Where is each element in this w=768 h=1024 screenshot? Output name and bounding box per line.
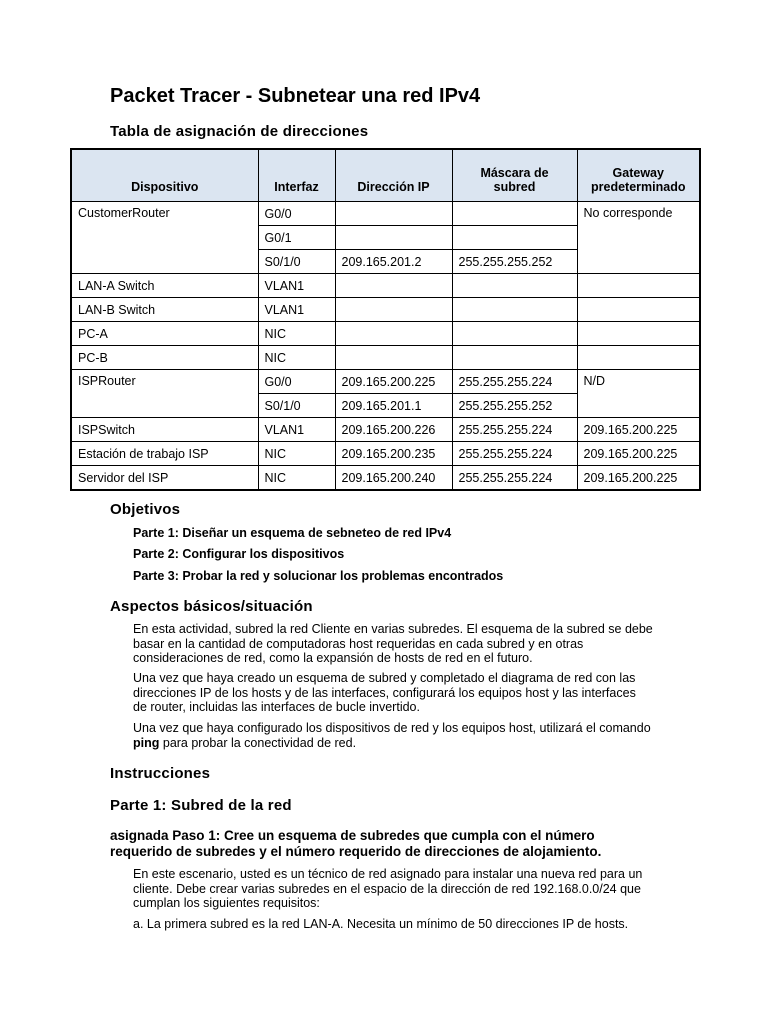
interface-cell: G0/1 [258, 226, 335, 250]
mask-cell: 255.255.255.252 [452, 394, 577, 418]
ip-cell: 209.165.200.225 [335, 370, 452, 394]
objective-part-3: Parte 3: Probar la red y solucionar los problemas encontrados [133, 569, 504, 583]
addressing-table-title: Tabla de asignación de direcciones [110, 123, 369, 140]
mask-cell: 255.255.255.224 [452, 442, 577, 466]
page-title: Packet Tracer - Subnetear una red IPv4 [110, 85, 481, 107]
addressing-table [70, 148, 701, 491]
mask-cell [452, 274, 577, 298]
interface-cell: NIC [258, 466, 335, 491]
objective-part-2: Parte 2: Configurar los dispositivos [133, 547, 345, 561]
gateway-cell: 209.165.200.225 [577, 466, 700, 491]
ip-cell: 209.165.200.226 [335, 418, 452, 442]
instructions-heading: Instrucciones [110, 765, 211, 782]
gateway-cell: No corresponde [577, 202, 700, 274]
paragraph-text: para probar la conectividad de red. [159, 735, 357, 750]
table-row [71, 442, 700, 466]
background-paragraph-2: Una vez que haya creado un esquema de subred y completado el diagrama de red con las direcciones IP de los hosts y de las interfaces, configurará los equipos host y las interfaces de router, incluidas las interfaces de bucle invertido. [133, 671, 636, 714]
mask-cell: 255.255.255.224 [452, 418, 577, 442]
ip-cell: 209.165.200.235 [335, 442, 452, 466]
mask-cell [452, 298, 577, 322]
gateway-cell: 209.165.200.225 [577, 418, 700, 442]
background-heading: Aspectos básicos/situación [110, 598, 313, 615]
table-row [71, 466, 700, 491]
interface-cell: S0/1/0 [258, 250, 335, 274]
interface-cell: NIC [258, 346, 335, 370]
table-row [71, 346, 700, 370]
device-cell: PC-A [71, 322, 258, 346]
step1-title: asignada Paso 1: Cree un esquema de subredes que cumpla con el número requerido de subredes y el número requerido de direcciones de alojamiento. [110, 828, 602, 859]
header-device: Dispositivo [71, 149, 258, 202]
table-row [71, 298, 700, 322]
header-mask: Máscara de subred [452, 149, 577, 202]
device-cell: Estación de trabajo ISP [71, 442, 258, 466]
ip-cell [335, 274, 452, 298]
header-interface: Interfaz [258, 149, 335, 202]
table-row [71, 274, 700, 298]
mask-cell: 255.255.255.224 [452, 466, 577, 491]
table-row [71, 418, 700, 442]
objective-part-1: Parte 1: Diseñar un esquema de sebneteo de red IPv4 [133, 526, 452, 540]
interface-cell: G0/0 [258, 202, 335, 226]
header-ip: Dirección IP [335, 149, 452, 202]
device-cell: PC-B [71, 346, 258, 370]
table-row [71, 202, 700, 226]
interface-cell: G0/0 [258, 370, 335, 394]
interface-cell: VLAN1 [258, 418, 335, 442]
part1-heading: Parte 1: Subred de la red [110, 797, 292, 814]
objectives-heading: Objetivos [110, 501, 181, 518]
gateway-cell [577, 274, 700, 298]
paragraph-text: Una vez que haya configurado los dispositivos de red y los equipos host, utilizará el comando [133, 721, 651, 735]
mask-cell: 255.255.255.252 [452, 250, 577, 274]
mask-cell [452, 202, 577, 226]
ip-cell: 209.165.200.240 [335, 466, 452, 491]
table-row [71, 370, 700, 394]
interface-cell: VLAN1 [258, 298, 335, 322]
ping-command: ping [133, 735, 160, 750]
mask-cell [452, 322, 577, 346]
interface-cell: NIC [258, 322, 335, 346]
header-gateway: Gateway predeterminado [577, 149, 700, 202]
gateway-cell [577, 322, 700, 346]
gateway-cell: 209.165.200.225 [577, 442, 700, 466]
gateway-cell [577, 298, 700, 322]
mask-cell [452, 226, 577, 250]
table-header-row [71, 149, 700, 202]
background-paragraph-1: En esta actividad, subred la red Cliente en varias subredes. El esquema de la subred se debe basar en la cantidad de computadoras host requeridas en cada subred y en otras consideraciones de red, como la expansión de hosts de red en el futuro. [133, 622, 653, 665]
ip-cell: 209.165.201.2 [335, 250, 452, 274]
ip-cell [335, 322, 452, 346]
step1-paragraph: En este escenario, usted es un técnico de red asignado para instalar una nueva red para un cliente. Debe crear varias subredes en el espacio de la dirección de red 192.168.0.0/24 que cumplan los siguientes requisitos: [133, 867, 643, 910]
background-paragraph-3 [133, 721, 653, 750]
device-cell: ISPSwitch [71, 418, 258, 442]
gateway-cell: N/D [577, 370, 700, 418]
mask-cell: 255.255.255.224 [452, 370, 577, 394]
ip-cell [335, 202, 452, 226]
table-row [71, 322, 700, 346]
ip-cell [335, 346, 452, 370]
device-cell: CustomerRouter [71, 202, 258, 274]
device-cell: Servidor del ISP [71, 466, 258, 491]
interface-cell: NIC [258, 442, 335, 466]
ip-cell: 209.165.201.1 [335, 394, 452, 418]
ip-cell [335, 226, 452, 250]
ip-cell [335, 298, 452, 322]
gateway-cell [577, 346, 700, 370]
device-cell: LAN-A Switch [71, 274, 258, 298]
device-cell: ISPRouter [71, 370, 258, 418]
device-cell: LAN-B Switch [71, 298, 258, 322]
interface-cell: S0/1/0 [258, 394, 335, 418]
step1-requirement-a: a. La primera subred es la red LAN-A. Necesita un mínimo de 50 direcciones IP de hosts. [133, 917, 629, 931]
mask-cell [452, 346, 577, 370]
interface-cell: VLAN1 [258, 274, 335, 298]
